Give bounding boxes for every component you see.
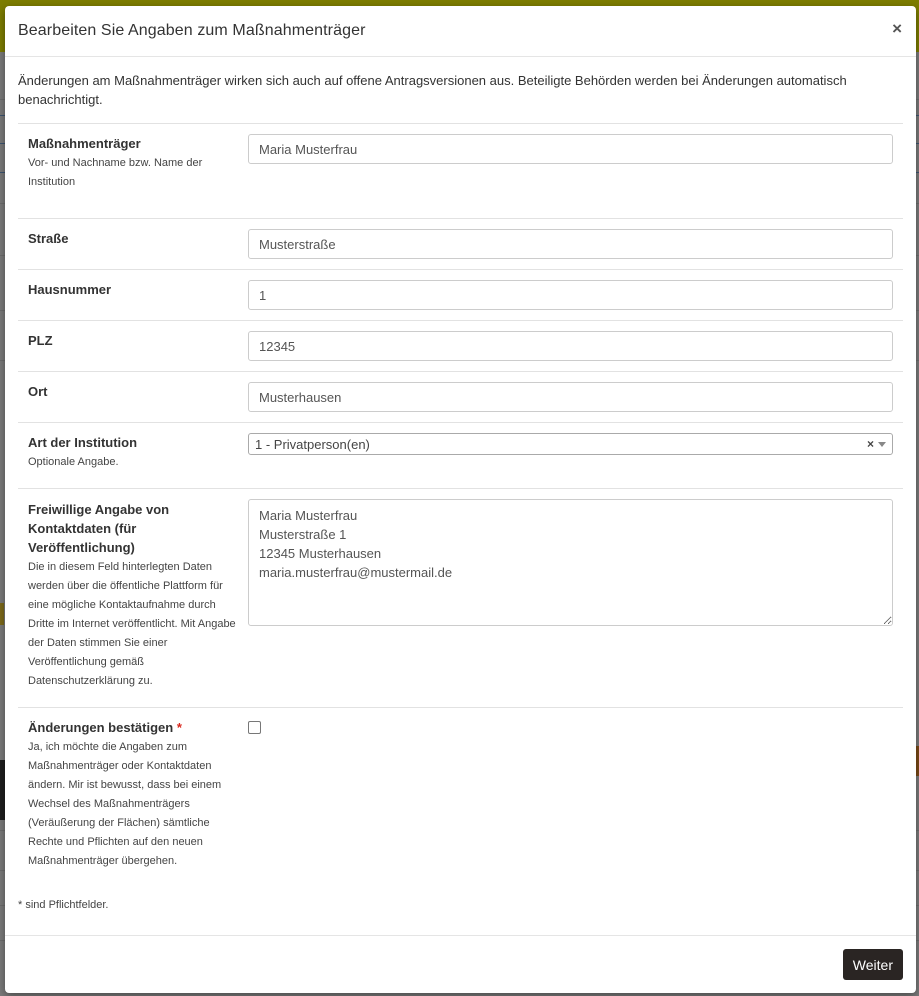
kontaktdaten-help: Die in diesem Feld hinterlegten Daten werden über die öffentliche Plattform für eine mögliche Kontaktaufnahme durch Dritte im Internet veröffentlicht. Mit Angabe der Daten stimmen Sie einer Veröffentlichung gemäß Datenschutzerklärung zu. <box>28 561 236 687</box>
plz-label: PLZ <box>28 333 53 348</box>
strasse-label: Straße <box>28 231 69 246</box>
intro-text: Änderungen am Maßnahmenträger wirken sich auch auf offene Antragsversionen aus. Beteiligte Behörden werden bei Änderungen automatisch benachrichtigt. <box>18 73 847 107</box>
next-button[interactable]: Weiter <box>843 949 903 980</box>
form-row-strasse <box>18 218 903 269</box>
required-fields-note: * sind Pflichtfelder. <box>18 899 109 911</box>
close-icon[interactable]: × <box>892 19 902 38</box>
form-row-bestaetigen <box>18 707 903 885</box>
modal-body <box>5 57 916 925</box>
massnahmentraeger-help: Vor- und Nachname bzw. Name der Institution <box>28 157 203 188</box>
modal-header <box>5 6 916 57</box>
hausnummer-input[interactable] <box>248 280 893 310</box>
art-der-institution-help: Optionale Angabe. <box>28 456 119 468</box>
art-der-institution-select[interactable] <box>248 433 893 455</box>
form-row-kontaktdaten <box>18 488 903 707</box>
massnahmentraeger-input[interactable] <box>248 134 893 164</box>
select-selected-value: 1 - Privatperson(en) <box>255 436 370 452</box>
form-row-massnahmentraeger <box>18 123 903 218</box>
plz-input[interactable] <box>248 331 893 361</box>
required-marker: * <box>176 720 182 735</box>
modal-title: Bearbeiten Sie Angaben zum Maßnahmenträger <box>18 22 366 39</box>
bestaetigen-label-text: Änderungen bestätigen <box>28 720 174 735</box>
clear-icon[interactable]: × <box>866 437 874 451</box>
form-row-ort <box>18 371 903 422</box>
bestaetigen-checkbox[interactable] <box>248 721 261 734</box>
kontaktdaten-label: Freiwillige Angabe von Kontaktdaten (für Veröffentlichung) <box>28 502 170 555</box>
modal-footer <box>5 935 916 993</box>
art-der-institution-label: Art der Institution <box>28 435 138 450</box>
chevron-down-icon[interactable] <box>878 442 886 447</box>
strasse-input[interactable] <box>248 229 893 259</box>
hausnummer-label: Hausnummer <box>28 282 112 297</box>
ort-label: Ort <box>28 384 48 399</box>
form-row-hausnummer <box>18 269 903 320</box>
ort-input[interactable] <box>248 382 893 412</box>
form-row-plz <box>18 320 903 371</box>
background-accent <box>0 603 4 625</box>
massnahmentraeger-label: Maßnahmenträger <box>28 136 141 151</box>
form-row-art-der-institution <box>18 422 903 488</box>
edit-massnahmentraeger-modal <box>5 6 916 993</box>
kontaktdaten-textarea[interactable] <box>248 499 893 626</box>
bestaetigen-label <box>28 719 238 737</box>
bestaetigen-help: Ja, ich möchte die Angaben zum Maßnahmenträger oder Kontaktdaten ändern. Mir ist bewusst, dass bei einem Wechsel des Maßnahmenträgers (Veräußerung der Flächen) sämtliche Rechte und Pflichten auf den neuen Maßnahmenträger übergehen. <box>28 741 222 867</box>
